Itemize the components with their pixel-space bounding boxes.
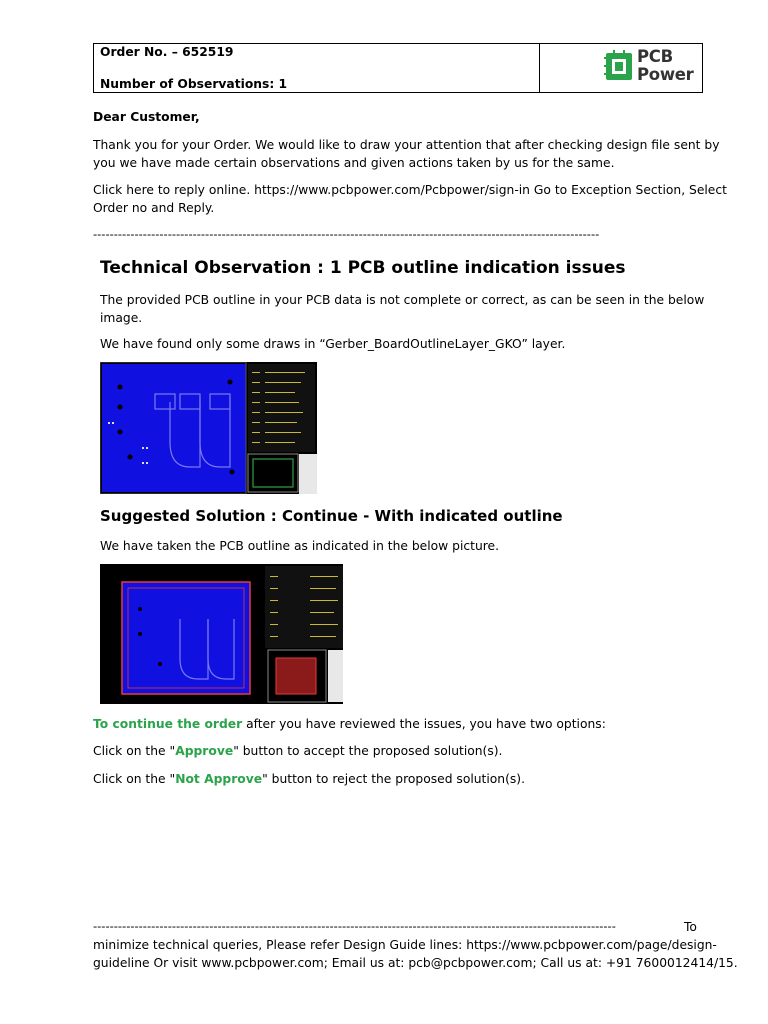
approve-instructions xyxy=(93,742,502,760)
approve-pre-text: Click on the " xyxy=(93,744,176,758)
intro-paragraph-2[interactable] xyxy=(93,181,727,217)
intro-paragraph-1-line-1: Thank you for your Order. We would like to draw your attention that after checking design file sent by xyxy=(93,138,720,152)
observation-title: Technical Observation : 1 PCB outline indication issues xyxy=(100,258,626,278)
observation-count: Number of Observations: 1 xyxy=(100,77,288,91)
greeting: Dear Customer, xyxy=(93,110,200,124)
observation-text-line-2: image. xyxy=(100,311,143,325)
solution-pcb-image xyxy=(100,564,343,704)
footer-to: To xyxy=(684,920,697,934)
footer-line-2: guideline Or visit www.pcbpower.com; Email us at: pcb@pcbpower.com; Call us at: +91 7600012414/15. xyxy=(93,956,738,970)
intro-paragraph-1-line-2: you we have made certain observations and given actions taken by us for the same. xyxy=(93,156,615,170)
order-number: Order No. – 652519 xyxy=(100,45,234,59)
footer-line-1: minimize technical queries, Please refer Design Guide lines: https://www.pcbpower.com/page/design- xyxy=(93,938,717,952)
reply-online-link-line-1[interactable]: Click here to reply online. https://www.pcbpower.com/Pcbpower/sign-in Go to Exception Section, Select xyxy=(93,183,727,197)
solution-title: Suggested Solution : Continue - With indicated outline xyxy=(100,507,563,525)
observation-text-line-1: The provided PCB outline in your PCB data is not complete or correct, as can be seen in the below xyxy=(100,293,705,307)
not-approve-button[interactable]: Not Approve xyxy=(175,772,263,786)
approve-button[interactable]: Approve xyxy=(175,744,234,758)
pcb-power-logo-icon xyxy=(604,50,634,82)
footer-separator: ------------------------------------------------------------------------------------------------------------------------------ xyxy=(93,919,616,933)
footer-text xyxy=(93,936,738,972)
observation-text xyxy=(100,291,704,327)
continue-order-link[interactable]: To continue the order xyxy=(93,717,243,731)
solution-text: We have taken the PCB outline as indicated in the below picture. xyxy=(100,539,499,553)
header-divider xyxy=(539,43,540,93)
continue-instructions xyxy=(93,715,606,733)
reject-post-text: " button to reject the proposed solution(s). xyxy=(262,772,526,786)
logo-text xyxy=(637,48,694,84)
reject-instructions xyxy=(93,770,525,788)
reply-online-link-line-2[interactable]: Order no and Reply. xyxy=(93,201,215,215)
observation-pcb-image xyxy=(100,362,317,494)
logo-line-1: PCB xyxy=(637,47,673,66)
observation-layer-note: We have found only some draws in “Gerber_BoardOutlineLayer_GKO” layer. xyxy=(100,337,566,351)
approve-post-text: " button to accept the proposed solution(s). xyxy=(233,744,503,758)
continue-instructions-text: after you have reviewed the issues, you have two options: xyxy=(242,717,606,731)
logo-line-2: Power xyxy=(637,65,694,84)
reject-pre-text: Click on the " xyxy=(93,772,176,786)
separator-line: -------------------------------------------------------------------------------------------------------------------------- xyxy=(93,227,600,241)
intro-paragraph-1 xyxy=(93,136,720,172)
